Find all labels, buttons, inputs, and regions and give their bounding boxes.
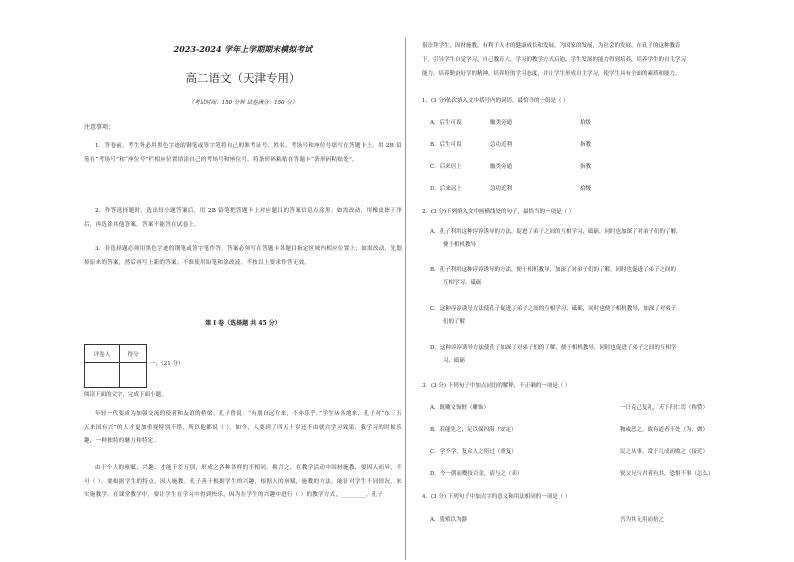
exam-title: 2023-2024 学年上学期期末模拟考试 [173, 44, 313, 54]
question-2-stem: 2．(3 分)下列填入文中画横线处的句子，最恰当的一项是（ ） [422, 209, 575, 215]
passage-continued-line: 能力，培养勤奋好学的精神，培养好的学习态度，并让学生形成自主学习，使学生具有全面的素质和能力。 [422, 71, 681, 77]
score-table [84, 344, 147, 388]
notice-item-3: 3．非选择题必须用黑色字迹的钢笔或签字笔作答。答案必须写在答题卡各题目指定区域内相应位置上；如需改动，先划掉原来的答案，然后再写上新的答案；不准使用铅笔和涂改液。不按以上要求作答无效。 [84, 246, 402, 266]
question-2-option-b: B．孔子利用这种谆谆诱导的方法，便于相机教导，加深了对弟子们的了解，同时也促进了弟子之间的 互相学习、砥砺 [430, 267, 677, 286]
part-one-label: 一、（21 分） [150, 361, 184, 367]
question-2-option-c: C．这种谆谆诱导方法使孔子促进了弟子之间的互相学习、砥砺，同时也便于相机教导，加深了对弟子 们的了解 [430, 306, 677, 325]
question-2-option-d: D．这种谆谆诱导方法使孔子加深了对弟子们的了解，便于相机教导，同时也促进了弟子之间的互相学 习、砥砺 [430, 345, 677, 364]
passage-continued-line: 下，引导学生自觉学习，自己教育人，学习的教学方式启迪，学生发展的能力得到培养，培养学生的自主学习 [422, 57, 687, 63]
exam-subject: 高二语文（天津专用） [185, 71, 301, 85]
notice-item-1: 1．答卷前，考生务必用黑色字迹的钢笔或签字笔将自己的准考证号、姓名、考场号和座位号填写在答题卡上。用 2B 铅笔在“考场号”和“座位号”栏相应位置填涂自己的考场号和座位号。将条形码粘贴在答题卡“条形码粘贴处”。 [84, 143, 402, 163]
section-title: 第 I 卷（选择题 共 45 分） [205, 320, 281, 327]
score-table-cell [120, 363, 147, 388]
left-column [84, 0, 402, 562]
score-table-header-grader: 评卷人 [85, 345, 120, 363]
exam-meta: （考试时间：150 分钟 试卷满分：150 分） [188, 100, 298, 106]
reading-instruction: 阅读下面的文字，完成下面小题。 [84, 392, 167, 398]
score-table-header-score: 得分 [120, 345, 147, 363]
question-3-stem: 3．(3 分) 下列句子中加点词语的解释，不正确的一项是（ ） [422, 383, 571, 389]
score-table-cell [85, 363, 120, 388]
notice-heading: 注意事项： [84, 124, 115, 131]
passage-paragraph-2: 由于个人的禀赋、兴趣、才能千差万别，形成之各种各样的不相同。换言之，在教学活动中因材施教，要因人而异，不可（ ），要根据学生的特点，因人施教。孔子善于根据学生的兴趣，根据人的禀赋，施教的方法，能针对学生不同情况，来实施教学。在课堂教学中，要让学生在学习中得到快乐，因为在学生的兴趣中进行（ ）的教学方式，________。孔子 [84, 465, 402, 498]
question-1-stem: 1．(3 分)依次填入文中括号内的词语，最恰当的一组是（ ） [422, 98, 569, 104]
question-2-option-a: A．孔子利用这种谆谆诱导的方法，促进了弟子之间的互相学习、砥砺，同时也加深了对弟子们的了解， 便于相机教导 [430, 229, 682, 248]
passage-continued-line: 很崇拜学生，因材施教，有利于人才的健康成长和发展，为国家的发展，为社会的发展。在孔子的这种教育 [422, 43, 681, 49]
right-column: 很崇拜学生，因材施教，有利于人才的健康成长和发展，为国家的发展，为社会的发展。在孔子的这种教育 下，引导学生自觉学习，自己教育人，学习的教学方式启迪，学生发展的能力得到培养，培养学生的自主学习 能力，培养勤奋好学的精神，培养好的学习态度，并让学生形成自主学习，使学生具有全面的素质和能力。 1．(3 分)依次填入文中括号内的词语，最恰当的一组是（ ） A．后生可畏 触类旁通 拾级 B．后生可畏 急功近利 指教 C．后来居上 触类旁通 指教 D．后来居上 急功近利 拾级 2．(3 分)下列填入文中画横线处的句子，最恰当的一项是（ ） A．孔子利用这种谆谆诱导的方法，促进了弟子之间的互相学习、砥砺，同时也加深了对弟子们的了解， 便于相机教导 B．孔子利用这种谆谆诱导的方法，便于相机教导，加深了对弟子们的了解，同时也促进了弟子之间的 互相学习、砥砺 C．这种谆谆诱导方法使孔子促进了弟子之间的互相学习、砥砺，同时也便于相机教导，加深了对弟子 们的了解 D．这种谆谆诱导方法使孔子加深了对弟子们的了解，便于相机教导，同时也促进了弟子之间的互相学 习、砥砺 3．(3 分) 下列句子中加点词语的解释，不正确的一项是（ ） A．既雕文饰野（雕饰） 一日克己复礼，天下归仁焉（称赞） B．若能先之，足以保四海（安定） 物或恶之，故有道者不处（为、做） C．学不学，复众人之所过（重复） 民之从事，常于几成而败之（接近） D．今一朝而鬻技百金，请与之（卖） 锐父兄与君者有其，恐惧不事（怎么） 4．(3 分) 下列句子中加点字的意义和用法相同的一项是（ ） A．犹殖以为器 吾为其无用而掊之 [422, 0, 784, 562]
column-divider [405, 38, 406, 560]
passage-paragraph-1: 年轻一代要成为加强交流的使者和友谊的桥梁。孔子曾说：“有朋自远方来，不亦乐乎。”学生从各地来，孔子对“东三五五来国有兴”的人才更加重视特别不错，所以他都说（ ）。如今，人要到了四五十岁还不由就自学习效果，我学习的时候乐趣，一种独特的魅力和特定。 [84, 411, 402, 444]
question-4-stem: 4．(3 分) 下列句子中加点字的意义和用法相同的一项是（ ） [422, 494, 571, 500]
notice-item-2: 2．作答选择题时，选出每小题答案后，用 2B 铅笔把答题卡上对应题目的答案信息点涂黑；如需改动，用橡皮擦干净后，再选涂其他答案。答案不能答在试卷上。 [84, 208, 402, 228]
